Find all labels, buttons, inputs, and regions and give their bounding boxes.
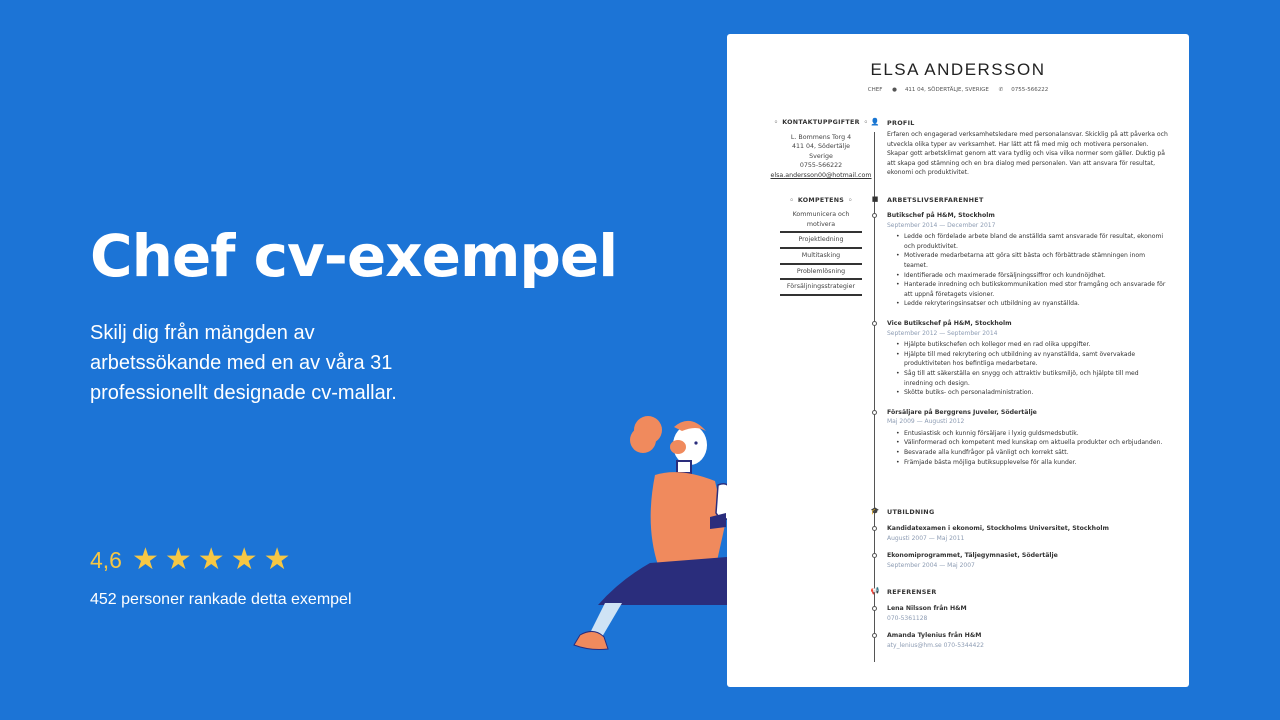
contact-city: 411 04, Södertälje (791, 143, 851, 151)
rating-value: 4,6 (90, 546, 122, 573)
job-bullet: • Välinformerad och kompetent med kunskap om aktuella produkter och erbjudanden. (904, 438, 1168, 448)
reference-name: Lena Nilsson från H&M (887, 605, 967, 612)
phone-icon: ✆ (998, 87, 1004, 93)
resume-contact-line (727, 87, 1189, 93)
skill-item: Multitasking (780, 251, 862, 265)
page-subtitle: Skilj dig från mängden av arbetssökande med en av våra 31 professionellt designade cv-mallar. (90, 322, 397, 404)
megaphone-icon: 📢 (870, 587, 880, 595)
timeline-dot (872, 633, 877, 638)
job-bullet: • Besvarade alla kundfrågor på vänligt och korrekt sätt. (904, 448, 1168, 458)
star-icon: ★ (230, 543, 258, 576)
timeline-dot (872, 553, 877, 558)
resume-name: ELSA ANDERSSON (870, 60, 1046, 79)
education-title: Kandidatexamen i ekonomi, Stockholms Universitet, Stockholm (887, 525, 1109, 532)
rating-count: 452 personer rankade detta exempel (90, 591, 352, 608)
education-date: Augusti 2007 — Maj 2011 (887, 534, 965, 542)
contact-phone: 0755-566222 (799, 162, 843, 170)
reference-entry (868, 631, 1168, 650)
resume-address: 411 04, SÖDERTÄLJE, SVERIGE (904, 87, 989, 93)
reference-contact: 070-5361128 (887, 614, 928, 622)
job-bullet: • Entusiastisk och kunnig försäljare i lyxig guldsmedsbutik. (904, 429, 1168, 439)
reference-contact: aty_lenius@hm.se 070-5344422 (887, 641, 984, 649)
timeline-dot (872, 321, 877, 326)
job-bullet: • Identifierade och maximerade försäljningssiffror och kundnöjdhet. (904, 271, 1168, 281)
star-icon: ★ (263, 543, 291, 576)
education-section (868, 507, 1168, 572)
education-entry (868, 551, 1168, 570)
contact-heading: ◦ KONTAKTUPPGIFTER ◦ (757, 118, 885, 128)
job-date: Maj 2009 — Augusti 2012 (887, 418, 965, 426)
education-heading: UTBILDNING (887, 508, 935, 516)
timeline-dot (872, 410, 877, 415)
job-date: September 2014 — December 2017 (887, 221, 996, 229)
job-bullet: • Hjälpte butikschefen och kollegor med en rad olika uppgifter. (904, 340, 1168, 350)
profile-text: Erfaren och engagerad verksamhetsledare med personalansvar. Skicklig på att påverka och utveckla olika typer av verksamhet. Har lätt att få med mig och motivera personalen. Skapar gott arbetsklimat genom att vara tydlig och visa vilka normer som gäller. Duktig på att skapa god stämning och en bra dialog med personalen. Van att ansvara för resultat, ekonomi och produktivitet. (887, 131, 1168, 177)
star-icon: ★ (197, 543, 225, 576)
experience-section (868, 195, 1168, 467)
education-date: September 2004 — Maj 2007 (887, 561, 975, 569)
job-title: Butikschef på H&M, Stockholm (887, 212, 995, 219)
timeline-dot (872, 606, 877, 611)
job-bullet: • Såg till att säkerställa en snygg och attraktiv butiksmiljö, och hjälpte till med inredning och design. (904, 369, 1168, 388)
job-entry (868, 408, 1168, 468)
timeline-dot (872, 213, 877, 218)
graduation-cap-icon: 🎓 (870, 507, 880, 515)
job-bullet: • Motiverade medarbetarna att göra sitt bästa och förbättrade stämningen inom teamet. (904, 251, 1168, 270)
profile-section (868, 118, 1168, 178)
contact-street: L. Bommens Torg 4 (790, 133, 852, 141)
skills-section (757, 196, 885, 296)
skill-item: Kommunicera och motivera (780, 210, 862, 233)
job-title: Vice Butikschef på H&M, Stockholm (887, 319, 1012, 327)
contact-country: Sverige (809, 152, 833, 160)
education-entry (868, 524, 1168, 543)
job-bullet: • Ledde och fördelade arbete bland de anställda samt ansvarade för resultat, ekonomi och produktivitet. (904, 232, 1168, 251)
timeline-dot (872, 526, 877, 531)
job-bullet: • Ledde rekryteringsinsatser och utbildning av nyanställda. (904, 299, 1168, 309)
job-title: Försäljare på Berggrens Juveler, Södertälje (887, 408, 1037, 416)
star-icon: ★ (164, 543, 192, 576)
experience-heading: ARBETSLIVSERFARENHET (887, 196, 984, 204)
page-title: Chef cv-exempel (90, 222, 618, 290)
job-date: September 2012 — September 2014 (887, 329, 998, 337)
contact-email[interactable]: elsa.andersson00@hotmail.com (770, 171, 872, 179)
job-entry (868, 319, 1168, 398)
education-title: Ekonomiprogrammet, Täljegymnasiet, Södertälje (887, 552, 1058, 560)
job-bullet: • Skötte butiks- och personaladministration. (904, 388, 1168, 398)
skill-item: Försäljningsstrategier (780, 282, 862, 296)
profile-heading: PROFIL (887, 119, 915, 127)
person-icon: 👤 (870, 118, 880, 126)
location-icon: ● (892, 87, 897, 93)
star-icon: ★ (131, 543, 159, 576)
reference-name: Amanda Tylenius från H&M (887, 632, 982, 640)
skills-heading: ◦ KOMPETENS ◦ (757, 196, 885, 206)
job-bullet: • Hanterade inredning och butikskommunikation med stor framgång och ansvarade för att uppnå företagets visioner. (904, 280, 1168, 299)
resume-left-column (757, 118, 885, 298)
job-entry (868, 211, 1168, 309)
job-bullet: • Främjade bästa möjliga butiksupplevelse för alla kunder. (904, 458, 1168, 468)
resume-preview[interactable] (727, 34, 1189, 687)
reference-entry (868, 604, 1168, 623)
resume-job: CHEF (867, 87, 883, 93)
woman-illustration (550, 405, 730, 665)
skill-item: Problemlösning (780, 267, 862, 281)
references-section (868, 587, 1168, 652)
briefcase-icon: ■ (871, 195, 879, 203)
references-heading: REFERENSER (887, 588, 937, 596)
resume-phone: 0755-566222 (1011, 87, 1049, 93)
job-bullet: • Hjälpte till med rekrytering och utbildning av nyanställda, samt övervakade produktiviteten hos befintliga medarbetare. (904, 350, 1168, 369)
skill-item: Projektledning (780, 235, 862, 249)
rating (90, 545, 297, 575)
